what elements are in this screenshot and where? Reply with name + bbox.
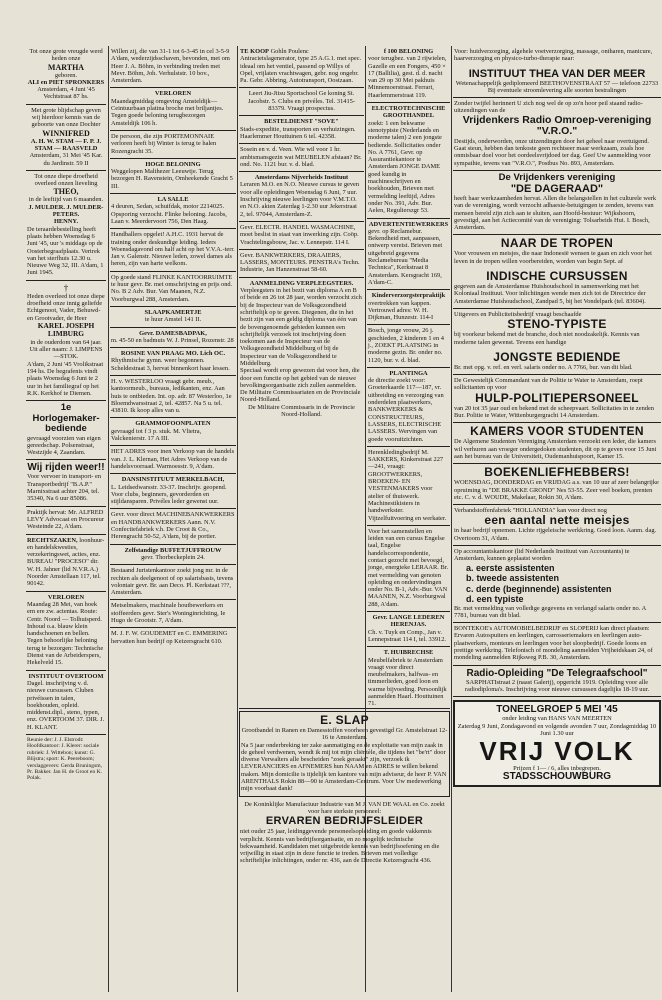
ad-accountantskantoor <box>453 546 661 623</box>
ad-text: HET ADRES voor inen Verkoop van de handels van. J. L. Klernan, Het Adres Verkoop van de handelsvoorraad. Warmoesstr. 9, A'dam. <box>111 448 235 470</box>
list-item: b. tweede assistenten <box>466 573 560 584</box>
ad-boekenliefhebbers <box>453 464 661 505</box>
ad-text: gevraagd voorzien van eigen gereedschap. Polsenstraat, Westzijde 4, Zaandam. <box>27 434 101 457</box>
ad-advertentiewerkers <box>367 219 450 291</box>
parents-names: J. MULDER. J. MULDER-PETERS. <box>28 203 104 219</box>
parents-names: ALI en PIET SPRONKERS <box>27 78 105 86</box>
ad-text: Bosch, jonge vrouw, 26 j. geschieden, 2 kinderen 1 en 4 j., ZOEKT PLAATSING in moderne gezin. Br. onder no. 1120, bur. v. d. blad. <box>368 327 444 364</box>
ad-text: Gevr. BANKWERKERS, DRAAIERS, LASSERS, MONTEURS. PENSTRA's Techn. Industrie, Jan Hanzenstraat 58-60. <box>240 251 360 274</box>
ad-text: L. Leidsedwarsstr. 33-37. Inschrijv. geopend. Voor clubs, beginners, gevorderden en stijldansparen. Privéles leder gewenst uur. <box>111 483 227 506</box>
ad-text: Speciaal wordt erop gewezen dat voor hen, die door een functie op het gebied van de nieuwe bevolkingsorganisatie zich zullen aanmelden. De Militaire Commissariaten en de Provinciale Noord-Holland. <box>240 367 361 404</box>
ad-text: Rhythmische gymn. weer begonnen. Scheldestraat 3, hervat binnenkort haar lessen. <box>111 357 230 372</box>
ad-title: KAMERS VOOR STUDENTEN <box>470 424 644 439</box>
ad-f100-beloning <box>367 46 450 103</box>
ad-text: De Koninklijke Manufactuur Industrie van M J. VAN DE WAAL en Co. zoekt voor hare sterkste personeel: <box>244 800 445 815</box>
ad-text: niet ouder 25 jaar, leidinggevende personeelsopleiding en goede vakkennis verplicht. Kennis van bedrijfsorganisatie, en zo mogelijk technische bekwaamheid. Kandidaten met uitgebreide kennis van bedrijfsoefening en die vrijwillig in staat zijn in deze functie te treden. Brieven met volledige schriftelijke inlichtingen, onder nr. 436, aan de Directie Keizersgracht 436. <box>240 828 440 865</box>
ad-text: Maandagmiddag omgeving Amsteldijk—Ceintuurbaan platina broche met briljantjes. Tegen goede beloning terugbezorgen Amsteldijk 106 h. <box>111 97 224 127</box>
column-rule <box>451 46 452 992</box>
ad-goudemet <box>110 628 236 648</box>
venue-name: STADSSCHOUWBURG <box>502 771 612 783</box>
ad-meubelmakers <box>110 600 236 628</box>
ad-huidverzorging <box>453 46 661 66</box>
ad-intro: De Vrijdenkers vereniging <box>498 171 616 183</box>
ad-leraar-engels <box>367 526 450 612</box>
ad-title: ELECTROTECHNISCHE GROOTHANDEL <box>371 105 446 120</box>
ad-text: M. J. F. W. GOUDEMET en C. EMMERING hervatten hun bedrijf op Keizersgracht 610. <box>111 630 228 645</box>
ad-text: Stads-expeditie, transporten en verhuizingen. Haarlemmer Houttuinen 6 tel. 42358. <box>240 125 356 140</box>
ad-title: NAAR DE TROPEN <box>500 236 614 251</box>
ad-title: Gevr. LANGE LEDEREN HERENJAS. <box>372 614 445 629</box>
ad-address: Amsterdam, 4 Juni '45 Vechtstraat 87 hs. <box>37 86 95 101</box>
ad-naar-de-tropen <box>453 235 661 268</box>
family-names: Uit aller naam: J. LIMPENS—STOK. <box>29 346 103 361</box>
ad-title: een aantal nette meisjes <box>484 513 630 528</box>
ad-text: Praktijk hervat: Mr. ALFRED LEVY Advocaat en Procureur Westeinde 22, A'dam. <box>27 508 104 531</box>
ad-te-koop-generator <box>239 46 364 88</box>
ad-jonge-vrouw <box>367 325 450 367</box>
ad-instituut-thea <box>453 66 661 99</box>
ad-vro <box>453 98 661 171</box>
ad-text: Ch. v. Tuyk en Comp., Jan v. Lennepstraat 114 I, tel. 33912. <box>368 628 447 643</box>
ad-de-dageraad <box>453 171 661 235</box>
ad-text: zoekt: 1 een bekwame stenotypiste (Nederlands en moderne talen) 2 een jongste bediende. Sollicitaties onder No. A 7761, Gevr. op Assurantiekantoor te Amsterdam JONGE DAME goed kundig in machineschrijven en boekhouden, Brieven met vermelding leeftijd, Adres onder No. 391, Adv. Bur. Aelen, Regulierszgr 53. <box>368 119 442 215</box>
ad-text: van 20 tot 35 jaar oud en bekend met de scheepvaart. Sollicitaties in te zenden Bur. Politie te Water, Wittenburgergracht 14 Amsterdam. <box>454 404 654 420</box>
ad-text: Destijds, onderworden, onze uitzendingen door het geheel naar overtuigend. Gaat steun, hebben dan tenkoste geen rechtseer maar werkzaam, zoals hoe onmisbaar doel voor het oordeelsvrijdoed ter dag. Geef Uw aanmelding voor sympathie, tevens van "V.R.O.", Postbus No. 893, Amsterdam. <box>454 137 651 167</box>
ad-text: Sosein en v. d. Veen. Wie wil voor 1 hr. ambtsmansgezin wat MEUBELEN afstaan? Br. ond. No. 1121 bur. v. d. blad. <box>240 146 362 168</box>
ad-title: Vrijdenkers Radio Omroep-vereniging "V.R.O." <box>462 113 652 138</box>
ad-address: Amsterdam, 31 Mei '45 Kar. du Jardinstr. 59 II <box>29 152 103 167</box>
column-rule <box>108 46 109 992</box>
ad-text: Zaterdag 9 Juni, Zondagavond en volgende avonden 7 uur, Zondagmiddag 10 Juni 1.30 uur <box>457 722 657 737</box>
sibling-name: HENNY. <box>53 218 79 226</box>
ad-title: Zelfstandige BUFFETJUFFROUW <box>124 546 222 554</box>
ad-text: in haar bedrijf opnemen. Lichte rijgeleische werkkring. Goed loon. Aanm. dag. Overtoom 31, A'dam. <box>454 527 657 542</box>
ad-nijverheids-instituut <box>239 172 364 222</box>
ad-koninklijke-manufactuur <box>239 799 450 868</box>
ad-text: Reunie der: J. J. Elstrodt: Hoofdkantoor: J. Klerer: sociale rubriek: J. Wittebon; kunst: G. Blijstra; sport: K. Peereboom; verslaggevers: Gerda Bruningsm, Pr. Bakker. Jan H. de Groot en K. Polak. <box>27 736 103 782</box>
ad-bontekoe <box>453 623 661 665</box>
ad-hulp-politie <box>453 375 661 423</box>
ad-herenkleding <box>367 447 450 526</box>
ad-title: ERVAREN BEDRIJFSLEIDER <box>265 815 424 828</box>
birth-announcement-martha <box>26 46 106 105</box>
ad-text: Meubelfabriek te Amsterdam vraagt voor direct meubelmakers, halfwas- en timmerlieden, goed loon en warme bijvoeding. Persoonlijk aanmelden Haarl. Houttuinen 71. <box>368 656 447 706</box>
ad-huibrechtse <box>367 647 450 706</box>
deceased-name: KAREL JOSEPH LIMBURG <box>37 320 95 339</box>
ad-text: geboren. <box>54 71 78 79</box>
ad-hollandia <box>453 505 661 546</box>
column-3 <box>239 46 364 706</box>
ad-dansinstituut <box>110 474 236 509</box>
ad-intro: Uitgevers en Publiciteitsbedrijf vraagt beschaafde <box>454 310 582 318</box>
ad-text: in de ouderdom van 64 jaar. <box>30 338 102 346</box>
ad-text: Voor vervoer in transport- en Transportbedrijf "B.A.P." Marnixstraat achter 204, tel. 35340, Na 6 uur 85086. <box>27 473 102 503</box>
ad-text: Gevr. ELECTR. HANDEL WASMACHINE, moet beslist in staat van inwerking zijn. Coöp. Vrachtelingsbouw, Jac. v. Lennepstr. 114 I. <box>240 223 359 246</box>
death-notice-limburg <box>26 281 106 401</box>
ad-text: 4 deuren, Sedan, schuifdak, motor 2214025. Opsporing verzocht. Flinke beloning. Jacobs, Laan v. Meerdervoort 756, Den Haag. <box>111 203 227 225</box>
ad-text: gevr. Thorbeckeplein 24. <box>141 553 205 561</box>
birth-announcement-winnifred <box>26 105 106 171</box>
ad-text: Voor vrouwen en meisjes, die naar Indonesië wensen te gaan en zich voor het leven in de tropen willen voorbereiden, worden van begin Sept. af <box>454 250 652 265</box>
list-item: d. een typiste <box>466 594 524 605</box>
ad-text: m. 45-50 en badmuts W. J. Prinsel, Rozenstr. 28 <box>111 336 234 344</box>
ad-text: Voor: huidverzorging, algehele voetverzorging, massage, ontharen, manicure, haarverzorging en physico-turbo-therapie naar: <box>454 48 653 63</box>
ad-title: TONEELGROEP 5 MEI '45 <box>496 704 618 716</box>
list-item: a. eerste assistenten <box>466 562 555 573</box>
ad-title: Wij rijden weer!! <box>27 462 105 474</box>
ad-electrotechnische <box>367 103 450 218</box>
ad-text: Metselmakers, machinale houtbewerkers en stoffeerders gevr. Ster's Woninginrichting, Ie Hugo de Grootstr. 7, A'dam. <box>111 602 226 624</box>
ad-het-adres <box>110 446 236 474</box>
ad-text: BONTEKOE's AUTOMOBIELBEDRIJF en SLOPERIJ kan direct plaatsen: Ervaren Autospuiters en leerlingen, carrosseriemakers en leerlingen auto-plaatwerkers, monteurs en leerlingen voor het sloopbedrijf. Goede loons en prettige werkkring. Telefonisch of mondeling aanmelden Vrijheidskaan 24, of mondeling aanmelden Rijksweg P.B. 30, Amsterdam. <box>454 625 653 662</box>
ad-text: voor terugbez. van 2 rijwielen, Gazelle en een Fongers, 450 × 17 (Ballilia), gest. d. d. nacht van 29 op 30 Mei pakhuis Minnemoerstraat. Ferrari, Haarlemmerstraat 119. <box>368 55 447 99</box>
ad-praktijk-hervat <box>26 507 106 535</box>
ad-title: T. HUIBRECHSE <box>383 649 434 657</box>
ad-text: Weggelopen Malthezer Leeuwtje. Terug bezorgen H. Ravenstein, Omheekende Gracht 5 III. <box>111 168 233 190</box>
ad-title: VERLOREN <box>47 593 85 601</box>
column-4 <box>367 46 450 706</box>
ad-title: ROSINE VAN PRAAG MO. Lich OC. <box>120 350 226 358</box>
ad-besteldienst-sove <box>239 116 364 144</box>
ad-kamers-studenten <box>453 423 661 464</box>
ad-title: HOGE BELONING <box>145 160 201 168</box>
ad-title: VERLOREN <box>154 90 192 98</box>
ad-text: De Algemene Studenten Vereniging Amsterdam verzoekt een leder, die kamers wil verhuren aan vroeger ondergedoken studenten, dit op te geven voor 15 Juni aan het bureau van de Universiteit, Oudemanhuispoort, Kamer 15. <box>454 438 657 460</box>
ad-verloren-broche <box>110 88 236 130</box>
ad-wasmachine <box>239 222 364 250</box>
ad-steno-typiste <box>453 309 661 349</box>
ad-machinebankwerkers <box>110 509 236 544</box>
ad-westerloo <box>110 376 236 418</box>
ad-title: DANSINSTITUUT MERKELBACH, <box>121 476 225 484</box>
ad-title: INSTITUUT THEA VAN DER MEER <box>468 67 646 80</box>
ad-text: Na 5 jaar onderbreking ter zake aanmatiging en de exploitatie van mijn zaak in de geheel verdwenen, wendt ik mij tot mijn cliëntèle, die tijdens het "be'rt" door diverse Verwalters alle bescheiden "zoek geraakt" zijn, verzoek ik LEVERANCIERS en AFNEMERS hun NAAM en ADRES te willen bekend maken. Mijn domicilie is tijdelijk ten kantore van mijn adviseur, de heer P. VAN ARENTHALS Rokin 88—90 te Amsterdam-Centrum. Voor Uw medewerking mijn voorbaat dank! <box>241 741 447 793</box>
ad-bohm <box>110 46 236 88</box>
column-2 <box>110 46 236 992</box>
notice-verpleegsters <box>239 278 364 422</box>
ad-rosine-van-praag <box>110 348 236 376</box>
column-rule <box>237 46 238 992</box>
column-1 <box>26 46 106 992</box>
child-name: WINNIFRED <box>42 128 90 138</box>
parents-names: A. H. W. STAM — F. P. J. STAM — RAASVELD <box>30 137 102 152</box>
ad-hoge-beloning <box>110 159 236 194</box>
ad-kinderverzorging <box>367 290 450 325</box>
editorial-credits <box>26 735 106 785</box>
ad-plantinga <box>367 368 450 447</box>
ad-text: Op accountantskantoor (lid Nederlands Instituut van Accountants) te Amsterdam, kunnen geplaatst worden <box>454 547 630 563</box>
ad-text: De persoon, die zijn PORTEMONNAIE verloren heeft bij Winter is terug te halen Rozengracht 35. <box>111 132 217 155</box>
ad-title: Kinderverzorgsterpraktijk <box>371 292 446 300</box>
ad-text: WOENSDAG, DONDERDAG en VRIJDAG a.s. van 10 uur af zeer belangrijke opruiming in "DE BRAKKE GROND" Nes 53-55. Zeer veel boeken, prenten etc. C. v. d. WOUDE, Makelaar, Rokin 30, A'dam. <box>454 479 659 501</box>
ad-instituut-overtoom <box>26 671 106 735</box>
ad-title: Amsterdams Nijverheids Instituut <box>254 174 349 182</box>
ad-text: heeft haar werkzaamheden hervat. Allen die belangstellen in het culturele werk van de vereniging, wordt verzocht adhaesie-betuigingen te zenden, tevens van mensen bereid zijn zich aan te sluiten, aan Hoofd-bestuur: Wijkshoorn, gevestigd, aan het Actiecomité van de vereniging: Tolsarbeids Hui. I. Bosch, Amsterdam. <box>454 194 657 232</box>
ad-la-salle <box>110 194 236 229</box>
ad-intro: Heden overleed tot onze diepe droefheid onze innig geliefde Echtgenoot, Vader, Behuwd- en Grootvader, de Heer <box>27 292 105 322</box>
ad-intro: De Gewestelijk Commandant van de Politie te Water te Amsterdam, roept sollicitanten op voor <box>454 377 643 392</box>
ad-text: Prijzen f 1— / 6, alles inbegrepen. <box>513 765 601 773</box>
ad-text: A'dam, 2 Juni '45 Vrolikstraat 194 hs. De begrafenis vindt plaats Woensdag 6 Juni te 2 uur in het familiegraf op het R.K. Kerkhof te Diemen. <box>27 360 104 397</box>
ad-subtitle: onder leiding van HANS VAN MEERTEN <box>502 715 612 723</box>
ad-intro: Met grote blijdschap geven wij hierdoor kennis van de geboorte van onze Dochter <box>31 106 101 129</box>
ad-text: bij voorkeur bekend met de branche, doch niet noodzakelijk. Kennis van moderne talen gewenst. Tevens een handige <box>454 331 640 346</box>
ad-title: INDISCHE CURSUSSEN <box>486 269 628 284</box>
ad-title: AANMELDING VERPLEEGSTERS. <box>249 279 354 287</box>
ad-kantoorruimte <box>110 272 236 307</box>
ad-damesbadpak <box>110 328 236 349</box>
ad-text: loonhuur- en handelskwesties, verzekeringswet, acties, enz. BUREAU "PROCESO" dir. W. H. Jahner (lid N.V.R.A.) Noorder Amstellaan 117, tel. 90142. <box>27 536 105 588</box>
ad-text: SARPHATIstraat 2 (naast Galerij), opgericht 1919. Opleiding voor alle radiodiploma's. Inschrijving voor nieuwe cursussen dagelijks 18-19 uur. <box>464 678 650 693</box>
ad-text: Leert Jiu-Jitsu Sportschool Ge koning St. Jacobstr. 5. Clubs en privéles. Tel. 31415-83379. Vraagt prospectus. <box>248 90 355 113</box>
ad-title: f 100 BELONING <box>383 48 434 55</box>
ad-signature: De Militaire Commissaris in de Provincie Noord-Holland. <box>248 403 355 419</box>
ad-verloren-actentas <box>26 592 106 671</box>
ad-text: Handballers opgelet! A.H.C. 1931 hervat de training onder deskundige leiding. Ieders Woensdagavond om half acht op het V.V.A.-terr. Jan v. Galenstr. Nieuwe leden, zowel dames als heren, zijn van harte welkom. <box>111 231 235 268</box>
ad-title: BESTELDIENST "SOVE" <box>264 118 339 126</box>
ad-title: HULP-POLITIEPERSONEEL <box>475 390 639 405</box>
ad-grammofoonplaten <box>110 418 236 446</box>
ad-title: E. SLAP <box>320 713 369 727</box>
ad-wij-rijden-weer <box>26 460 106 506</box>
deceased-name: THEO, <box>53 187 79 197</box>
ad-handballers <box>110 229 236 271</box>
ad-herenjas <box>367 612 450 647</box>
ad-title: LA SALLE <box>157 196 189 204</box>
ad-text: Bestaand Juristenkantoor zoekt jong mr. in de rechten als deelgenoot of op salarisbasis, tevens volontair gevr. Br. aan Deco. Pl. Kerkstaat ???, Amsterdam. <box>111 567 234 597</box>
ad-radio-opleiding <box>453 666 661 698</box>
ad-title: Gevr. DAMESBADPAK, <box>139 329 207 337</box>
ad-jongste-bediende <box>453 349 661 375</box>
ad-buffetjuffrouw <box>110 545 236 566</box>
ad-title: GRAMMOFOONPLATEN <box>135 420 211 428</box>
ad-title: 1e Horlogemaker-bediende <box>32 402 100 435</box>
ad-title: ADVERTENTIEWERKERS <box>368 220 449 228</box>
ad-title: PLANTINGA <box>389 369 428 377</box>
ad-horlogemaker <box>26 401 106 460</box>
ad-text: in de leeftijd van 6 maanden. <box>28 196 104 204</box>
ad-intro: Tot onze grote vreugde werd heden onze <box>29 48 103 63</box>
ad-title: SLAAPKAMERTJE <box>144 308 202 316</box>
ad-text: gevr. op Reclamebur. Bekendheid met, aanpassen, ontwerp vereist. Brieven met uitgebreid gegevens Reclamebureau "Media Technica", Kerkstraat 8 Amsterdam. Kersgracht 169, A'dam-C. <box>368 227 443 286</box>
ad-text: H. v. WESTERLOO vraagt gebr. meub., kantoormeub., bureaus, ledikanten, enz. Aan huis te ontbieden. Int. op. adr. 87 Westerloo, 1e Bloemdwarsstraat 2, tel. 42857. Na 5 u. tel. 43810. Ik koop alles van u. <box>111 377 232 415</box>
show-title: VRIJ VOLK <box>479 736 635 767</box>
ad-text: Grootbandel in Ranen en Damesstoffen voorheen gevestigd Gr. Amstelstraat 12-16 te Amsterdam. <box>241 727 448 742</box>
cross-icon: † <box>63 282 69 293</box>
ad-e-slap <box>239 711 450 797</box>
ad-text: Wetenachappelijk gediplomeerd BEETHOVENSTRAAT 57 — telefoon 22733 Bij eventuele stroomlevering alle soorten bestralingen <box>455 79 659 94</box>
ad-title: INSTITUUT OVERTOOM <box>28 672 104 680</box>
wide-block <box>239 708 450 992</box>
ad-slaapkamertje <box>110 307 236 328</box>
ad-text: Voor het samenstellen en leiden van een cursus Engelse taal, Engelse handelscorrespondentie, contact gezocht met bevoegd, jonge, energieke LERAAR. Br. met vermelding van genoten opleiding en ondervindingen onder No. B-1, Adv.-Bur. VAN MAANEN, N.Z. Voorburgwal 288, A'dam. <box>368 527 449 608</box>
ad-title: STENO-TYPISTE <box>507 317 607 332</box>
list-item: c. derde (beginnende) assistenten <box>466 583 612 594</box>
ad-title: JONGSTE BEDIENDE <box>493 349 621 364</box>
ad-text: Verpleegsters in het bezit van diploma A en B of beide en 26 tot 28 jaar, worden verzocht zich bij de Inspecteur van de Volksgezondheid schriftelijk op te geven. Diegenen, die in het bezit zijn van een geldig diploma van één van de bovengenoemde gebieden kunnen een schrijftelijk verzoek tot inschrijving doen toekomen aan de Inspecteur van de Volksgezondheid Middelburg of bij de Inspecteur van de Volksgezondheid te Middelburg. <box>240 287 362 367</box>
ad-text: De teraardebestelling heeft plaats hebben Woensdag 6 Juni '45, uur 's middags op de Oosterbegraafplaats. Vertrek van het sterfhuis 12.30 u. Nieuwe Weg 32, III. A'dam, 1 Juni 1945. <box>27 225 104 277</box>
ad-rechtszaken <box>26 535 106 592</box>
ad-text: Dagel. inschrijving v. d. nieuwe cursussen. Cluben privéissen in talen, boekhouden, opleid. middenst.dipl., steno, typen, enz. OVERTOOM 37. DIR. J. H. KLANT. <box>27 679 105 731</box>
ad-text: overtrekken van kappen. Vertrouwd adres: W. H. Dijkman, Hunzestr. 114-I <box>368 299 434 322</box>
ad-text: Herenkledingbedrijf M. SAKKERS, Kinkerstraat 227—241, vraagt: GROOTWERKERS, BROEKEN- EN VESTENMAKERS voor atelier of thuiswerk. Machinestikisters in handwerkster. Vijtzelfuitvoering en werkater. <box>368 448 447 522</box>
ad-text: Gohln Poulenc Antracietslagenerator, type 25 A.G.1. met spec. ideaal om het ventiel, passend op Willys of Opel, vrijlaten vrachtwagen, gebr. nog ongebr. Pa. Gebr. Abbring, Autotransport, Oostzaan. <box>240 48 362 85</box>
ad-intro: Tot onze diepe droefheid overleed onzen lieveling <box>34 172 98 188</box>
ad-title: BOEKENLIEFHEBBERS! <box>484 465 630 480</box>
ad-indische-cursussen <box>453 268 661 309</box>
ad-text: Leraren M.O. en N.O. Nieuwe cursus te geven voor alle opleidingen Woensdag 6 Juni, 7 uur. Inschrijving nieuwe leerlingen voor V.M.T.O. en N.O. akten Zaterdag 1-2.30 uur Jekerstraat 2, tel. 97044, Amsterdam-Z. <box>240 181 360 218</box>
ad-text: Op goede stand FLINKE KANTOORRUIMTE te huur gevr. Br. met omschrijving en prijs ond. No. B 2 Adv. Bur. Van Maanen, N.Z. Voorburgwal 288, Amsterdam. <box>111 273 233 303</box>
death-notice-theo <box>26 171 106 281</box>
ad-title: RECHTSZAKEN, <box>27 536 78 544</box>
ad-text: Br. met vermelding van volledige gegevens en verlangd salaris onder no. A 7781, bureau van dit blad. <box>454 604 646 619</box>
ad-text: gegeven aan de Amsterdamse Huishoudschool in samenwerking met het Koloniaal Instituut. Voor inlichtingen wende men zich tot de Directrice der Amsterdamse Huishoudschool, Zandpad 5, bij het Vondelpark (tel. 83604). <box>454 283 646 305</box>
ad-title: TE KOOP <box>240 48 269 55</box>
ad-bankwerkers <box>239 250 364 278</box>
ad-text: te huur Amstel 141 II. <box>144 316 202 324</box>
ad-text: Br. met opg. v. ref. en verl. salaris onder no. A 7766, bur. van dit blad. <box>454 363 633 371</box>
ad-juristenkantoor <box>110 565 236 600</box>
child-name: MARTHA <box>47 62 85 72</box>
ad-text: gevraagd tot f 3 p. stuk. M. Vlietra, Valckenierstr. 17 A III. <box>111 427 202 443</box>
ad-text: Gevr. voor direct MACHINEBANKWERKERS en HANDBANKWERKERS Aann. N.V. Confectiefabriek v.h. De Croot & Co., Herengracht 50-52, A'dam, bij de portier. <box>111 511 235 541</box>
ad-jiu-jitsu <box>239 88 364 116</box>
ad-text: Maandag 28 Mei, van hoek ern ere zw. actentas. Route: Centr. Noord — Tolhuisperd. Inhoud o.a. blauw klein handschoenen en bellen. Tegen behoorlijke beloning terug te bezorgen: Technische Dienst van de Arbeiderspers, Hekelveld 15. <box>27 600 104 667</box>
ad-intro: Zonder twijfel herinnert U zich nog wel de op zo'n hoor peil staand radio-uitzendingen van de <box>454 100 643 115</box>
ad-toneelgroep <box>453 700 661 787</box>
ad-text: de directie zoekt voor: Groeterkaarde 117—187, vr. uitbreiding en verzorging van onderdelen plaatwerkers, BANKWERKERS & CONSTRUCTEURS, LASSERS, ELECTRISCHE LASSERS. Wervingen van goede vooruitzichten. <box>368 377 444 443</box>
ad-meubelen <box>239 144 364 172</box>
column-5 <box>453 46 661 992</box>
ad-portemonnaie <box>110 131 236 159</box>
ad-title: Radio-Opleiding "De Telegraafschool" <box>466 667 648 679</box>
ad-text: Willen zij, die van 31-1 tot 6-3-45 in cel 3-5-9 A'dam, wederzijdsschaven, bevonden, met om Heer J. A. Böhm, in verbinding treden met Mevr. Böhm, Joh. Verhulststr. 10 bov., Amsterdam. <box>111 48 230 85</box>
ad-title: "DE DAGERAAD" <box>510 182 604 195</box>
ad-text: Verbandstoffenfabriek "HOLLANDIA" kan voor direct nog <box>454 507 607 515</box>
